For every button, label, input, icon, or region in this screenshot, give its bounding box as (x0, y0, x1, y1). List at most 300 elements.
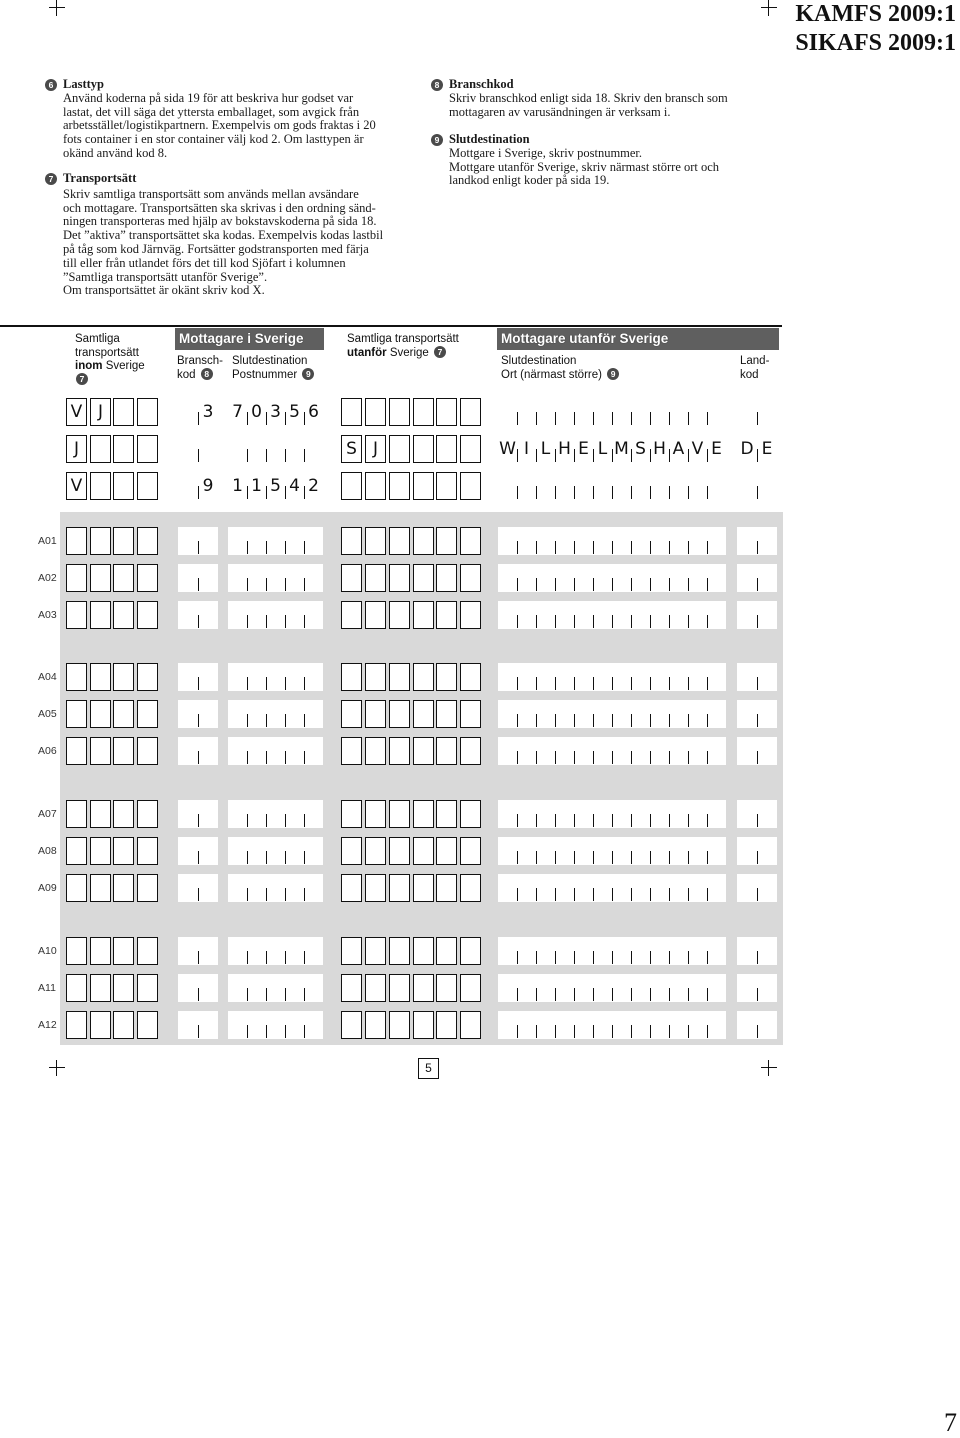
postnummer-cell[interactable] (285, 974, 304, 1002)
ort-cell[interactable] (650, 472, 669, 500)
ort-cell[interactable] (631, 937, 650, 965)
postnummer-cell[interactable] (285, 435, 304, 463)
ort-cell[interactable] (669, 527, 688, 555)
ort-cell[interactable] (536, 663, 555, 691)
postnummer-cell[interactable] (247, 435, 266, 463)
ort-cell[interactable] (688, 974, 707, 1002)
ort-field[interactable] (498, 837, 726, 865)
ort-cell[interactable] (707, 472, 726, 500)
ort-cell[interactable] (688, 663, 707, 691)
ort-cell[interactable] (536, 398, 555, 426)
ort-cell[interactable] (517, 564, 536, 592)
postnummer-cell[interactable]: 0 (251, 402, 262, 422)
transport-utanfor-box[interactable] (436, 700, 457, 728)
postnummer-field[interactable] (228, 937, 323, 965)
postnummer-cell[interactable] (247, 800, 266, 828)
ort-cell[interactable] (574, 564, 593, 592)
bransch-cell[interactable] (178, 472, 198, 500)
ort-cell[interactable] (574, 527, 593, 555)
transport-inom-box[interactable] (66, 874, 87, 902)
ort-cell[interactable] (574, 800, 593, 828)
bransch-cell[interactable] (178, 1011, 198, 1039)
ort-cell[interactable] (669, 564, 688, 592)
ort-cell[interactable] (707, 398, 726, 426)
ort-cell[interactable] (593, 398, 612, 426)
ort-cell[interactable] (688, 937, 707, 965)
ort-cell[interactable] (707, 700, 726, 728)
transport-utanfor-box[interactable] (436, 527, 457, 555)
postnummer-cell[interactable] (304, 700, 323, 728)
transport-inom-box[interactable] (66, 800, 87, 828)
ort-cell[interactable] (574, 398, 593, 426)
ort-cell[interactable] (669, 472, 688, 500)
ort-cell[interactable] (498, 564, 517, 592)
transport-inom-box[interactable] (90, 564, 111, 592)
ort-cell[interactable] (574, 472, 593, 500)
postnummer-cell[interactable] (266, 937, 285, 965)
ort-cell[interactable] (688, 472, 707, 500)
ort-cell[interactable] (707, 737, 726, 765)
transport-utanfor-box[interactable] (413, 937, 434, 965)
ort-cell[interactable] (536, 974, 555, 1002)
transport-utanfor-box[interactable] (436, 837, 457, 865)
ort-cell[interactable] (555, 937, 574, 965)
ort-cell[interactable] (555, 800, 574, 828)
ort-cell[interactable] (574, 663, 593, 691)
postnummer-cell[interactable] (247, 564, 266, 592)
transport-utanfor-box[interactable] (413, 700, 434, 728)
ort-cell[interactable] (498, 700, 517, 728)
transport-inom-box[interactable] (66, 837, 87, 865)
ort-field[interactable] (498, 398, 726, 426)
ort-field[interactable] (498, 527, 726, 555)
transport-utanfor-box[interactable] (365, 398, 386, 426)
ort-cell[interactable]: L (540, 439, 551, 459)
postnummer-cell[interactable] (266, 601, 285, 629)
ort-cell[interactable] (536, 874, 555, 902)
postnummer-cell[interactable] (228, 527, 247, 555)
ort-cell[interactable] (669, 974, 688, 1002)
transport-utanfor-box[interactable] (389, 837, 410, 865)
transport-utanfor-box[interactable] (341, 937, 362, 965)
transport-utanfor-box[interactable] (341, 974, 362, 1002)
branschkod-field[interactable] (178, 601, 218, 629)
landkod-field[interactable] (737, 398, 777, 426)
transport-inom-box[interactable] (90, 601, 111, 629)
ort-cell[interactable] (498, 1011, 517, 1039)
postnummer-field[interactable] (228, 601, 323, 629)
landkod-cell[interactable] (737, 700, 757, 728)
transport-inom-box[interactable] (137, 601, 158, 629)
postnummer-cell[interactable] (304, 564, 323, 592)
ort-cell[interactable] (707, 800, 726, 828)
bransch-cell[interactable] (178, 601, 198, 629)
transport-utanfor-box[interactable] (389, 472, 410, 500)
transport-utanfor-box[interactable] (341, 800, 362, 828)
transport-utanfor-box[interactable] (365, 800, 386, 828)
ort-cell[interactable]: A (672, 439, 685, 459)
transport-inom-box[interactable] (90, 837, 111, 865)
transport-inom-box[interactable] (137, 974, 158, 1002)
ort-cell[interactable] (612, 974, 631, 1002)
postnummer-cell[interactable] (285, 800, 304, 828)
ort-cell[interactable] (669, 837, 688, 865)
postnummer-cell[interactable] (285, 663, 304, 691)
transport-inom-box[interactable] (113, 663, 134, 691)
postnummer-field[interactable] (228, 435, 323, 463)
ort-cell[interactable] (612, 937, 631, 965)
postnummer-cell[interactable] (285, 737, 304, 765)
transport-utanfor-box[interactable] (436, 874, 457, 902)
transport-utanfor-box[interactable] (460, 974, 481, 1002)
transport-utanfor-box[interactable] (413, 974, 434, 1002)
ort-cell[interactable] (669, 398, 688, 426)
ort-cell[interactable] (707, 1011, 726, 1039)
transport-inom-box[interactable] (113, 737, 134, 765)
transport-utanfor-box[interactable] (460, 527, 481, 555)
postnummer-cell[interactable] (285, 937, 304, 965)
ort-cell[interactable] (650, 663, 669, 691)
postnummer-cell[interactable] (266, 564, 285, 592)
landkod-cell[interactable] (737, 1011, 757, 1039)
postnummer-cell[interactable] (304, 974, 323, 1002)
ort-cell[interactable] (612, 874, 631, 902)
postnummer-cell[interactable] (266, 1011, 285, 1039)
landkod-cell[interactable] (757, 700, 777, 728)
postnummer-field[interactable] (228, 527, 323, 555)
ort-cell[interactable] (574, 874, 593, 902)
postnummer-cell[interactable] (285, 837, 304, 865)
transport-utanfor-box[interactable] (341, 700, 362, 728)
ort-cell[interactable] (650, 564, 669, 592)
postnummer-cell[interactable] (285, 527, 304, 555)
ort-cell[interactable] (707, 874, 726, 902)
transport-inom-box[interactable] (137, 1011, 158, 1039)
landkod-cell[interactable] (757, 564, 777, 592)
ort-field[interactable] (498, 435, 726, 463)
ort-cell[interactable]: H (558, 439, 571, 459)
bransch-cell[interactable]: 3 (202, 402, 214, 422)
bransch-cell[interactable] (178, 564, 198, 592)
transport-utanfor-box[interactable] (389, 564, 410, 592)
transport-utanfor-box[interactable] (413, 564, 434, 592)
bransch-cell[interactable] (198, 1011, 218, 1039)
ort-cell[interactable] (631, 472, 650, 500)
transport-inom-box[interactable] (137, 435, 158, 463)
transport-utanfor-box[interactable]: J (365, 435, 386, 463)
branschkod-field[interactable] (178, 1011, 218, 1039)
postnummer-field[interactable] (228, 837, 323, 865)
bransch-cell[interactable] (198, 601, 218, 629)
landkod-field[interactable] (737, 564, 777, 592)
ort-cell[interactable] (593, 837, 612, 865)
postnummer-cell[interactable]: 5 (289, 402, 300, 422)
transport-inom-box[interactable] (137, 398, 158, 426)
transport-utanfor-box[interactable] (460, 737, 481, 765)
ort-cell[interactable] (536, 564, 555, 592)
landkod-cell[interactable] (737, 974, 757, 1002)
ort-cell[interactable] (517, 974, 536, 1002)
ort-field[interactable] (498, 800, 726, 828)
landkod-field[interactable] (737, 527, 777, 555)
transport-utanfor-box[interactable] (389, 398, 410, 426)
transport-utanfor-box[interactable] (436, 663, 457, 691)
postnummer-cell[interactable] (228, 435, 247, 463)
ort-cell[interactable] (631, 1011, 650, 1039)
ort-cell[interactable] (593, 472, 612, 500)
transport-inom-box[interactable]: J (66, 435, 87, 463)
transport-utanfor-box[interactable] (365, 601, 386, 629)
transport-utanfor-box[interactable] (365, 663, 386, 691)
ort-cell[interactable] (536, 1011, 555, 1039)
ort-cell[interactable] (707, 937, 726, 965)
postnummer-cell[interactable] (228, 564, 247, 592)
branschkod-field[interactable] (178, 737, 218, 765)
branschkod-field[interactable] (178, 527, 218, 555)
transport-utanfor-box[interactable] (341, 737, 362, 765)
transport-inom-box[interactable] (113, 974, 134, 1002)
ort-cell[interactable] (593, 974, 612, 1002)
ort-cell[interactable] (555, 601, 574, 629)
transport-utanfor-box[interactable] (413, 837, 434, 865)
postnummer-cell[interactable]: 1 (251, 476, 262, 496)
ort-cell[interactable] (498, 937, 517, 965)
bransch-cell[interactable] (178, 800, 198, 828)
transport-inom-box[interactable] (66, 937, 87, 965)
transport-inom-box[interactable] (66, 700, 87, 728)
ort-cell[interactable] (574, 737, 593, 765)
ort-cell[interactable] (612, 601, 631, 629)
transport-utanfor-box[interactable] (460, 800, 481, 828)
postnummer-cell[interactable] (285, 874, 304, 902)
landkod-field[interactable] (737, 800, 777, 828)
transport-inom-box[interactable] (90, 472, 111, 500)
transport-inom-box[interactable]: V (66, 398, 87, 426)
transport-utanfor-box[interactable] (413, 663, 434, 691)
ort-cell[interactable] (669, 601, 688, 629)
transport-utanfor-box[interactable] (389, 527, 410, 555)
transport-utanfor-box[interactable] (413, 800, 434, 828)
transport-utanfor-box[interactable] (436, 564, 457, 592)
ort-cell[interactable]: L (597, 439, 608, 459)
transport-inom-box[interactable] (137, 663, 158, 691)
ort-cell[interactable] (650, 874, 669, 902)
transport-utanfor-box[interactable]: S (341, 435, 362, 463)
ort-cell[interactable]: H (653, 439, 666, 459)
ort-cell[interactable] (574, 601, 593, 629)
transport-utanfor-box[interactable] (341, 398, 362, 426)
landkod-cell[interactable] (757, 737, 777, 765)
transport-inom-box[interactable] (113, 800, 134, 828)
postnummer-field[interactable] (228, 737, 323, 765)
ort-cell[interactable] (631, 874, 650, 902)
ort-field[interactable] (498, 472, 726, 500)
ort-cell[interactable] (498, 398, 517, 426)
transport-utanfor-box[interactable] (460, 398, 481, 426)
ort-cell[interactable]: M (614, 439, 629, 459)
transport-utanfor-box[interactable] (341, 472, 362, 500)
transport-utanfor-box[interactable] (436, 937, 457, 965)
transport-inom-box[interactable] (90, 435, 111, 463)
bransch-cell[interactable] (178, 527, 198, 555)
postnummer-field[interactable] (228, 663, 323, 691)
ort-cell[interactable] (688, 564, 707, 592)
postnummer-cell[interactable] (285, 564, 304, 592)
bransch-cell[interactable] (178, 435, 198, 463)
postnummer-cell[interactable] (304, 937, 323, 965)
transport-inom-box[interactable] (66, 663, 87, 691)
ort-cell[interactable] (650, 527, 669, 555)
ort-cell[interactable] (555, 1011, 574, 1039)
landkod-cell[interactable] (737, 737, 757, 765)
transport-inom-box[interactable] (113, 527, 134, 555)
ort-cell[interactable] (498, 874, 517, 902)
bransch-cell[interactable] (178, 737, 198, 765)
bransch-cell[interactable] (178, 974, 198, 1002)
transport-inom-box[interactable] (66, 564, 87, 592)
transport-utanfor-box[interactable] (365, 472, 386, 500)
ort-cell[interactable] (688, 874, 707, 902)
ort-cell[interactable]: E (578, 439, 589, 459)
transport-inom-box[interactable] (66, 974, 87, 1002)
transport-inom-box[interactable] (113, 874, 134, 902)
ort-field[interactable] (498, 700, 726, 728)
ort-cell[interactable] (536, 937, 555, 965)
postnummer-field[interactable] (228, 700, 323, 728)
postnummer-field[interactable] (228, 564, 323, 592)
landkod-cell[interactable] (757, 527, 777, 555)
transport-utanfor-box[interactable] (389, 700, 410, 728)
ort-cell[interactable] (574, 837, 593, 865)
branschkod-field[interactable] (178, 937, 218, 965)
branschkod-field[interactable] (178, 700, 218, 728)
landkod-cell[interactable] (737, 601, 757, 629)
landkod-cell[interactable] (737, 800, 757, 828)
ort-cell[interactable] (612, 663, 631, 691)
transport-utanfor-box[interactable] (436, 974, 457, 1002)
transport-utanfor-box[interactable] (460, 435, 481, 463)
ort-cell[interactable] (612, 398, 631, 426)
bransch-cell[interactable] (198, 937, 218, 965)
ort-field[interactable] (498, 974, 726, 1002)
transport-utanfor-box[interactable] (436, 398, 457, 426)
postnummer-cell[interactable] (247, 1011, 266, 1039)
transport-inom-box[interactable] (113, 937, 134, 965)
postnummer-cell[interactable] (247, 974, 266, 1002)
branschkod-field[interactable] (178, 472, 218, 500)
landkod-cell[interactable] (737, 937, 757, 965)
transport-utanfor-box[interactable] (460, 663, 481, 691)
postnummer-cell[interactable] (285, 1011, 304, 1039)
postnummer-field[interactable] (228, 472, 323, 500)
ort-cell[interactable] (707, 601, 726, 629)
branschkod-field[interactable] (178, 837, 218, 865)
ort-cell[interactable] (517, 527, 536, 555)
transport-utanfor-box[interactable] (365, 700, 386, 728)
landkod-cell[interactable] (737, 472, 757, 500)
transport-utanfor-box[interactable] (341, 601, 362, 629)
transport-inom-box[interactable] (113, 472, 134, 500)
ort-cell[interactable] (574, 974, 593, 1002)
transport-utanfor-box[interactable] (413, 874, 434, 902)
transport-utanfor-box[interactable] (341, 837, 362, 865)
ort-cell[interactable] (669, 663, 688, 691)
ort-cell[interactable] (650, 601, 669, 629)
bransch-cell[interactable] (178, 874, 198, 902)
transport-utanfor-box[interactable] (365, 1011, 386, 1039)
postnummer-cell[interactable]: 3 (270, 402, 281, 422)
transport-utanfor-box[interactable] (460, 937, 481, 965)
landkod-field[interactable] (737, 874, 777, 902)
bransch-cell[interactable] (198, 527, 218, 555)
landkod-field[interactable] (737, 663, 777, 691)
transport-inom-box[interactable] (90, 527, 111, 555)
ort-cell[interactable] (669, 937, 688, 965)
ort-cell[interactable] (631, 663, 650, 691)
ort-cell[interactable]: W (499, 439, 516, 459)
transport-utanfor-box[interactable] (389, 800, 410, 828)
bransch-cell[interactable] (198, 874, 218, 902)
postnummer-cell[interactable] (247, 601, 266, 629)
postnummer-cell[interactable] (304, 527, 323, 555)
transport-utanfor-box[interactable] (413, 398, 434, 426)
ort-cell[interactable] (555, 700, 574, 728)
ort-cell[interactable] (517, 737, 536, 765)
ort-cell[interactable] (631, 527, 650, 555)
ort-cell[interactable] (631, 800, 650, 828)
ort-cell[interactable] (536, 737, 555, 765)
landkod-field[interactable] (737, 974, 777, 1002)
landkod-field[interactable] (737, 601, 777, 629)
ort-cell[interactable] (707, 564, 726, 592)
transport-inom-box[interactable] (137, 564, 158, 592)
postnummer-cell[interactable]: 7 (232, 402, 243, 422)
postnummer-cell[interactable]: 2 (308, 476, 319, 496)
transport-utanfor-box[interactable] (389, 663, 410, 691)
ort-cell[interactable] (688, 737, 707, 765)
transport-utanfor-box[interactable] (389, 737, 410, 765)
postnummer-cell[interactable] (228, 700, 247, 728)
transport-utanfor-box[interactable] (413, 435, 434, 463)
postnummer-cell[interactable]: 4 (289, 476, 300, 496)
ort-cell[interactable] (707, 663, 726, 691)
landkod-cell[interactable] (757, 837, 777, 865)
transport-inom-box[interactable]: J (90, 398, 111, 426)
postnummer-cell[interactable] (304, 837, 323, 865)
postnummer-cell[interactable] (228, 663, 247, 691)
ort-field[interactable] (498, 601, 726, 629)
ort-cell[interactable] (498, 800, 517, 828)
ort-cell[interactable] (593, 700, 612, 728)
postnummer-field[interactable] (228, 874, 323, 902)
transport-utanfor-box[interactable] (389, 974, 410, 1002)
landkod-cell[interactable] (757, 1011, 777, 1039)
ort-cell[interactable]: S (635, 439, 646, 459)
ort-cell[interactable] (574, 937, 593, 965)
postnummer-cell[interactable] (304, 874, 323, 902)
ort-cell[interactable] (517, 837, 536, 865)
landkod-cell[interactable] (737, 837, 757, 865)
transport-utanfor-box[interactable] (460, 874, 481, 902)
postnummer-cell[interactable] (304, 601, 323, 629)
bransch-cell[interactable] (198, 800, 218, 828)
transport-utanfor-box[interactable] (436, 737, 457, 765)
branschkod-field[interactable] (178, 800, 218, 828)
ort-cell[interactable] (593, 800, 612, 828)
ort-cell[interactable] (669, 700, 688, 728)
transport-inom-box[interactable] (90, 700, 111, 728)
postnummer-cell[interactable] (247, 663, 266, 691)
